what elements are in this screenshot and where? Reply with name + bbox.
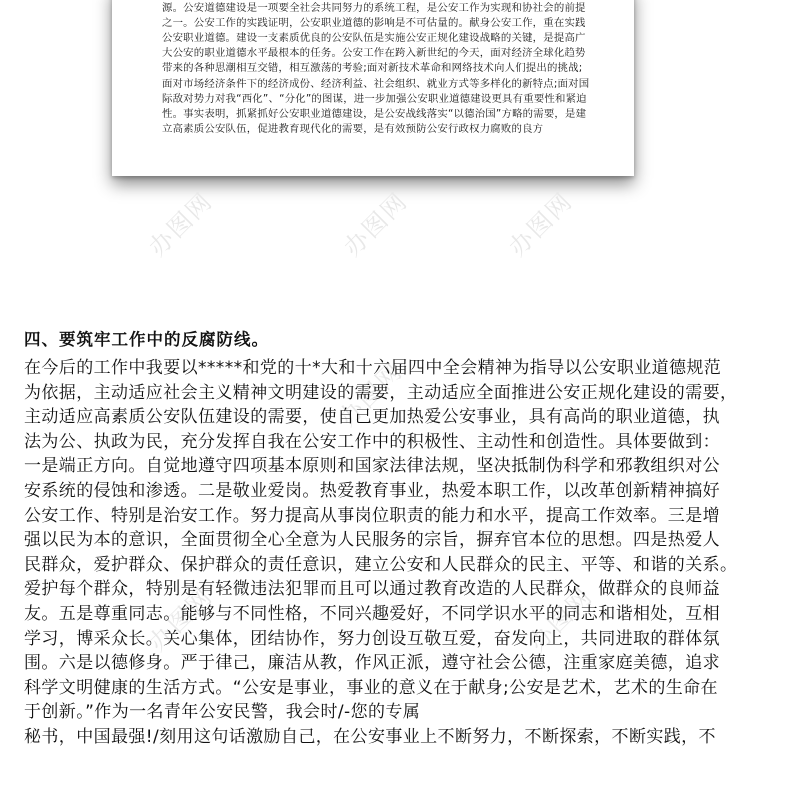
watermark: 办图网 <box>523 581 599 657</box>
paragraph-line: 为依据，主动适应社会主义精神文明建设的需要，主动适应全面推进公安正规化建设的需要， <box>24 382 738 403</box>
paragraph-line: 主动适应高素质公安队伍建设的需要，使自己更加热爱公安事业，具有高尚的职业道德，执 <box>24 407 720 428</box>
paragraph-line: 爱护每个群众，特别是有轻微违法犯罪而且可以通过教育改造的人民群众，做群众的良师益 <box>24 579 720 600</box>
watermark: 办图网 <box>143 581 219 657</box>
watermark: 办图网 <box>338 186 414 262</box>
paragraph-line: 强以民为本的意识，全面贯彻全心全意为人民服务的宗旨，摒弃官本位的思想。四是热爱人 <box>24 530 720 551</box>
paragraph-line: 安系统的侵蚀和渗透。二是敬业爱岗。热爱教育事业，热爱本职工作，以改革创新精神搞好 <box>24 480 720 501</box>
paragraph-line: 在今后的工作中我要以*****和党的十*大和十六届四中全会精神为指导以公安职业道德规范 <box>24 358 722 378</box>
preview-line: 立高素质公安队伍，促进教育现代化的需要，是有效预防公安行政权力腐败的良方 <box>162 122 544 135</box>
watermark: 办图网 <box>143 186 219 262</box>
section-heading: 四、要筑牢工作中的反腐防线。 <box>24 330 269 349</box>
paragraph-line: 公安工作、特别是治安工作。努力提高从事岗位职责的能力和水平，提高工作效率。三是增 <box>24 505 720 526</box>
paragraph-line: 一是端正方向。自觉地遵守四项基本原则和国家法律法规，坚决抵制伪科学和邪教组织对公 <box>24 456 720 477</box>
paragraph-line: 学习，博采众长。关心集体，团结协作，努力创设互敬互爱，奋发向上，共同进取的群体氛 <box>24 628 720 649</box>
paragraph-line: 于创新。”作为一名青年公安民警，我会时/-您的专属 <box>24 702 421 723</box>
document-preview-text <box>162 0 622 137</box>
watermark: 办图网 <box>503 186 579 262</box>
paragraph-line: 围。六是以德修身。严于律己，廉洁从教，作风正派，遵守社会公德，注重家庭美德，追求 <box>24 653 720 674</box>
preview-line: 际敌对势力对我“西化”、“分化”的图谋，进一步加强公安职业道德建设更具有重要性和紧迫 <box>162 92 587 105</box>
watermark: 办图网 <box>333 356 409 432</box>
preview-line: 性。事实表明，抓紧抓好公安职业道德建设，是公安战线落实“以德治国”方略的需要，是建 <box>162 107 587 120</box>
preview-line: 公安职业道德。建设一支素质优良的公安队伍是实施公安正规化建设战略的关键，是提高广 <box>162 32 586 45</box>
section-paragraph <box>24 356 784 750</box>
document-preview-card <box>112 0 634 176</box>
paragraph-line: 民群众，爱护群众、保护群众的责任意识，建立公安和人民群众的民主、平等、和谐的关系。 <box>24 554 738 575</box>
paragraph-line: 秘书，中国最强!/刻用这句话激励自己，在公安事业上不断努力，不断探索，不断实践，不 <box>24 726 716 747</box>
preview-line: 之一。公安工作的实践证明，公安职业道德的影响是不可估量的。献身公安工作，重在实践 <box>162 17 586 30</box>
preview-line: 源。公安道德建设是一项要全社会共同努力的系统工程，是公安工作为实现和协社会的前提 <box>162 2 586 15</box>
section-content <box>24 330 784 750</box>
paragraph-line: 法为公、执政为民，充分发挥自我在公安工作中的积极性、主动性和创造性。具体要做到： <box>24 431 720 452</box>
paragraph-line: 科学文明健康的生活方式。“公安是事业，事业的意义在于献身;公安是艺术，艺术的生命在 <box>24 677 718 698</box>
preview-line: 带来的各种思潮相互交错，相互激荡的考验;面对新技术革命和网络技术向人们提出的挑战; <box>162 62 583 75</box>
paragraph-line: 友。五是尊重同志。能够与不同性格，不同兴趣爱好，不同学识水平的同志和谐相处，互相 <box>24 603 720 624</box>
preview-line: 大公安的职业道德水平最根本的任务。公安工作在跨入新世纪的今天，面对经济全球化趋势 <box>162 47 586 60</box>
preview-line: 面对市场经济条件下的经济成份、经济利益、社会组织、就业方式等多样化的新特点;面对国 <box>162 77 590 90</box>
